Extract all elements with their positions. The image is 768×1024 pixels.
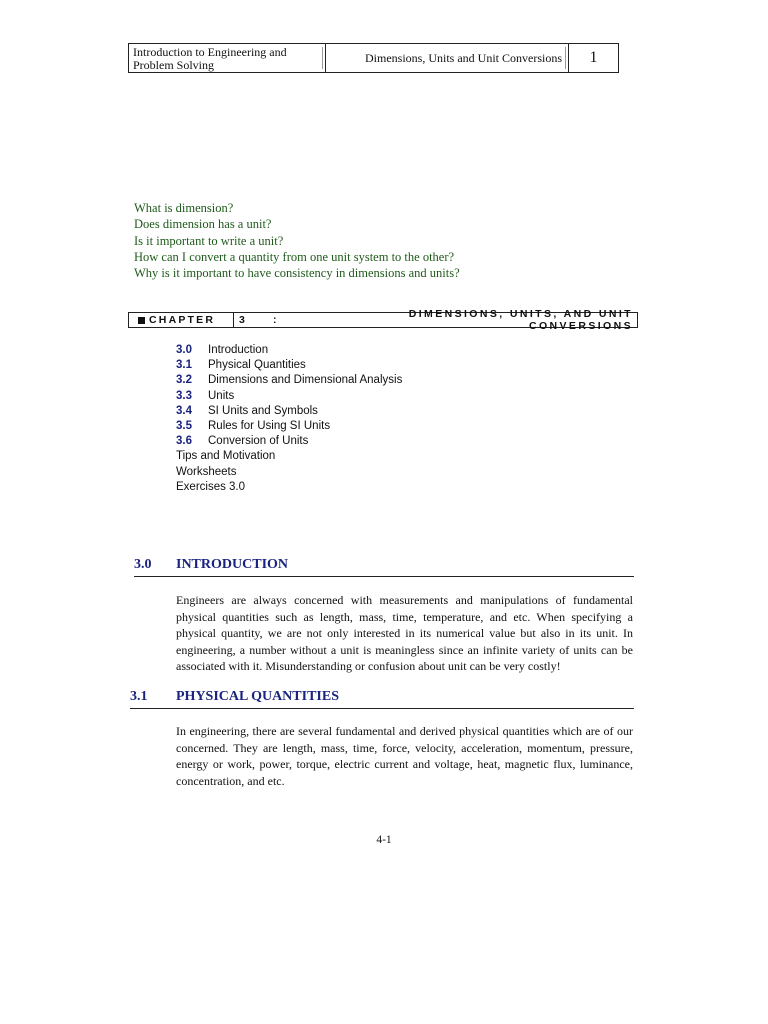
toc-item[interactable]	[176, 449, 402, 464]
question-item: Is it important to write a unit?	[134, 233, 284, 248]
section-title: INTRODUCTION	[176, 557, 289, 572]
toc-item[interactable]	[176, 343, 402, 358]
toc-title: Physical Quantities	[208, 359, 306, 372]
square-bullet-icon	[138, 317, 145, 324]
section-heading-physical-quantities	[130, 689, 634, 709]
header-chapter-title: Dimensions, Units and Unit Conversions	[326, 44, 569, 72]
question-item: Does dimension has a unit?	[134, 217, 272, 232]
section-number: 3.1	[130, 689, 148, 704]
header-page-number: 1	[589, 49, 598, 66]
toc-title: SI Units and Symbols	[208, 404, 318, 417]
header-course-title: Introduction to Engineering and Problem Solving	[129, 44, 326, 72]
question-item: How can I convert a quantity from one unit system to the other?	[134, 249, 455, 264]
toc-number: 3.5	[176, 420, 192, 433]
guiding-questions	[134, 200, 460, 281]
physical-quantities-paragraph: In engineering, there are several fundamental and derived physical quantities which are of our concerned. They are length, mass, time, force, velocity, acceleration, momentum, pressure, energy or work, power, torque, electric current and voltage, heat, magnetic flux, luminance, concentration, and etc.	[176, 724, 633, 788]
question-item: What is dimension?	[134, 201, 234, 215]
toc-item[interactable]	[176, 419, 402, 434]
section-number: 3.0	[134, 557, 152, 572]
toc-number: 3.4	[176, 404, 192, 417]
toc-item[interactable]	[176, 434, 402, 449]
chapter-number: 3	[239, 314, 248, 326]
toc-title: Introduction	[208, 344, 269, 356]
toc-title: Tips and Motivation	[176, 450, 276, 463]
toc-number: 3.0	[176, 344, 192, 356]
toc-title: Units	[208, 389, 235, 402]
chapter-banner	[128, 308, 638, 332]
toc-number: 3.1	[176, 359, 192, 372]
toc-title: Worksheets	[176, 465, 237, 478]
chapter-colon: :	[273, 314, 279, 326]
toc-number: 3.3	[176, 389, 192, 402]
toc-title: Dimensions and Dimensional Analysis	[208, 374, 403, 387]
chapter-title: DIMENSIONS, UNITS, AND UNIT CONVERSIONS	[408, 308, 633, 332]
section-title: PHYSICAL QUANTITIES	[176, 689, 339, 704]
toc-item[interactable]	[176, 389, 402, 404]
toc-item[interactable]	[176, 358, 402, 373]
chapter-label: CHAPTER	[149, 314, 216, 326]
toc-number: 3.2	[176, 374, 192, 387]
toc-number: 3.6	[176, 435, 192, 448]
toc-title: Conversion of Units	[208, 435, 309, 448]
toc-item[interactable]	[176, 404, 402, 419]
running-header	[128, 43, 619, 73]
section-heading-introduction	[134, 557, 634, 577]
introduction-paragraph: Engineers are always concerned with measurements and manipulations of fundamental physical quantities such as length, mass, time, temperature, and etc. When specifying a physical quantity, we are not only interested in its numerical value but also in its unit. In engineering, a number without a unit is meaningless since an infinite variety of units can be associated with it. Misunderstanding or confusion about unit can be very costly!	[176, 593, 633, 673]
page-footer-number: 4-1	[376, 834, 392, 846]
toc-title: Rules for Using SI Units	[208, 420, 331, 433]
toc-title: Exercises 3.0	[176, 480, 246, 493]
question-item: Why is it important to have consistency in dimensions and units?	[134, 266, 460, 281]
toc-item[interactable]	[176, 480, 402, 495]
table-of-contents	[176, 343, 402, 495]
toc-item[interactable]	[176, 373, 402, 388]
toc-item[interactable]	[176, 465, 402, 480]
